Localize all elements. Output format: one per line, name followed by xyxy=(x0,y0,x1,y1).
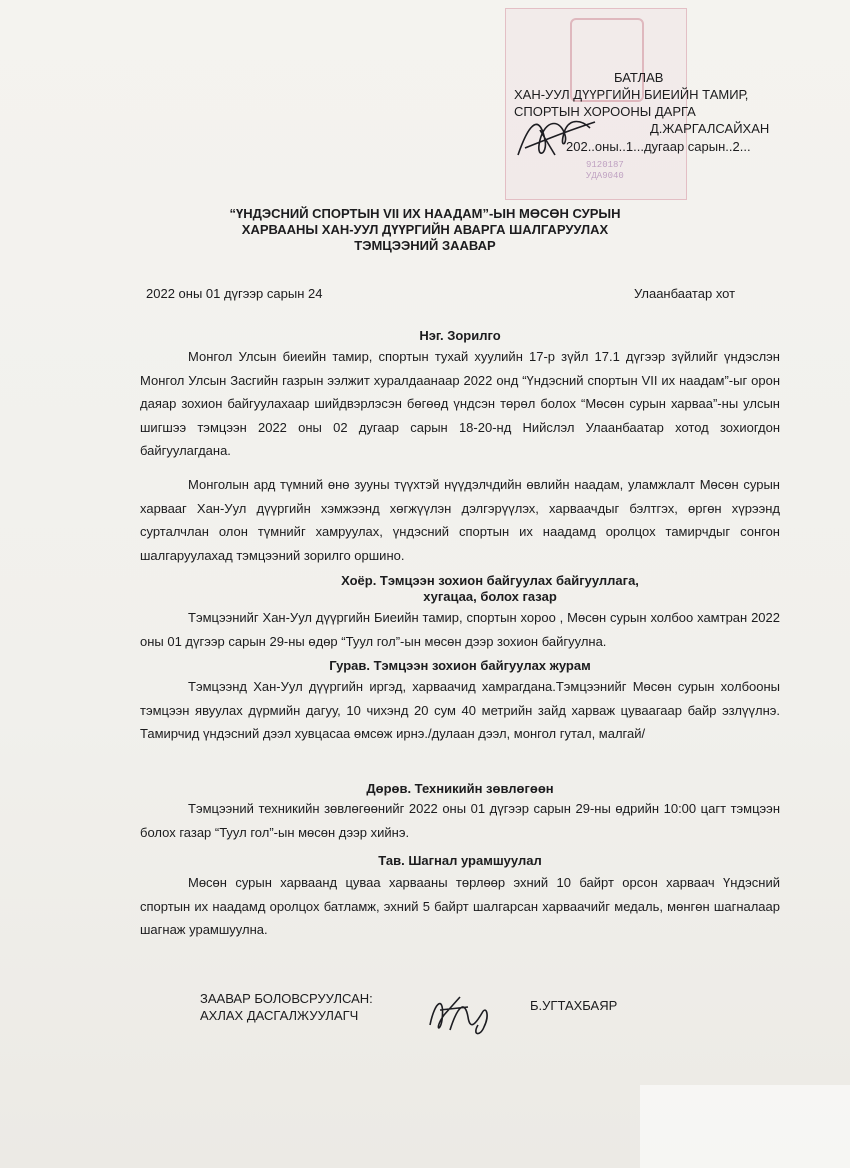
section-4-paragraph xyxy=(140,797,780,844)
section-1-paragraph-2-text: Монголын ард түмний өнө зууны түүхтэй нүүдэлчдийн өвлийн наадам, уламжлалт Мөсөн сурын харвааг Хан-Уул дүүргийн хэмжээнд хөгжүүлэн дэлгэрүүлэх, харваачдыг бэлтгэх, өргөн хүрээнд сурталчлан олон түмнийг хамруулах, үндэсний спортын их наадамд оролцох тамирчдыг сонгон шалгаруулахад тэмцээний зорилго оршино. xyxy=(140,477,780,563)
title-line2: ХАРВААНЫ ХАН-УУЛ ДҮҮРГИЙН АВАРГА ШАЛГАРУУЛАХ xyxy=(241,222,609,237)
section-3-title: Гурав. Тэмцээн зохион байгуулах журам xyxy=(329,658,591,673)
section-2-title-line1: Хоёр. Тэмцээн зохион байгуулах байгууллага, xyxy=(341,573,639,588)
approval-line2: СПОРТЫН ХОРООНЫ ДАРГА xyxy=(514,104,696,119)
title-line1: “ҮНДЭСНИЙ СПОРТЫН VII ИХ НААДАМ”-ЫН МӨСӨН СУРЫН xyxy=(229,206,621,221)
section-5-paragraph xyxy=(140,871,780,942)
document-place: Улаанбаатар хот xyxy=(634,286,736,301)
section-5-paragraph-text: Мөсөн сурын харваанд цуваа харвааны төрлөөр эхний 10 байрт орсон харваач Үндэсний спортын их наадамд оролцох батламж, эхний 5 байрт шалгарсан харваачийг медаль, мөнгөн шагналаар шагнаж урамшуулна. xyxy=(140,875,780,937)
trainer-signature xyxy=(420,985,500,1040)
stamp-number-1: 9120187 xyxy=(586,160,624,170)
signoff-line2: АХЛАХ ДАСГАЛЖУУЛАГЧ xyxy=(200,1008,359,1023)
section-2-paragraph xyxy=(140,606,780,653)
signoff-name: Б.УГТАХБАЯР xyxy=(530,998,618,1013)
document-title xyxy=(180,206,670,254)
section-3-paragraph xyxy=(140,675,780,746)
approval-date: 202..оны..1...дугаар сарын..2... xyxy=(566,139,751,154)
approval-label: БАТЛАВ xyxy=(614,70,664,85)
section-4-paragraph-text: Тэмцээний техникийн зөвлөгөөнийг 2022 оны 01 дүгээр сарын 29-ны өдрийн 10:00 цагт тэмцээн болох газар “Туул гол”-ын мөсөн дээр хийнэ. xyxy=(140,801,780,840)
section-1-paragraph-1-text: Монгол Улсын биеийн тамир, спортын тухай хуулийн 17-р зүйл 17.1 дүгээр зүйлийг үндэслэн Монгол Улсын Засгийн газрын ээлжит хуралдаанаар 2022 онд “Үндэсний спортын VII их наадам”-ыг орон даяар зохион байгуулахаар шийдвэрлэсэн бөгөөд үндсэн төрөл болох “Мөсөн сурын харваа”-ны улсын шигшээ тэмцээн 2022 оны 02 дугаар сарын 18-20-нд Нийслэл Улаанбаатар хотод зохиогдон байгуулагдана. xyxy=(140,349,780,458)
section-2-paragraph-text: Тэмцээнийг Хан-Уул дүүргийн Биеийн тамир, спортын хороо , Мөсөн сурын холбоо хамтран 2022 оны 01 дүгээр сарын 29-ны өдөр “Туул гол”-ын мөсөн дээр зохион байгуулна. xyxy=(140,610,780,649)
section-2-title-line2: хугацаа, болох газар xyxy=(423,589,557,604)
section-5-title: Тав. Шагнал урамшуулал xyxy=(378,853,542,868)
document-date: 2022 оны 01 дүгээр сарын 24 xyxy=(146,286,323,301)
section-1-title: Нэг. Зорилго xyxy=(419,328,501,343)
signoff-block xyxy=(200,990,373,1024)
scan-corner-artifact xyxy=(640,1085,850,1168)
section-3-paragraph-text: Тэмцээнд Хан-Уул дүүргийн иргэд, харваачид хамрагдана.Тэмцээнийг Мөсөн сурын холбооны тэмцээн явуулах дүрмийн дагуу, 10 чихэнд 20 сум 40 метрийн зайд харваж цуваагаар байр эзлүүлнэ. Тамирчид үндэсний дээл хувцасаа өмсөж ирнэ./дулаан дээл, монгол гутал, малгай/ xyxy=(140,679,780,741)
approval-line1: ХАН-УУЛ ДҮҮРГИЙН БИЕИЙН ТАМИР, xyxy=(514,87,749,102)
stamp-number-2: УДА9040 xyxy=(586,171,624,181)
approval-name: Д.ЖАРГАЛСАЙХАН xyxy=(650,121,770,136)
approver-signature xyxy=(510,100,600,170)
section-4-title: Дөрөв. Техникийн зөвлөгөөн xyxy=(366,781,554,796)
section-1-paragraph-1 xyxy=(140,345,780,463)
title-line3: ТЭМЦЭЭНИЙ ЗААВАР xyxy=(354,238,496,253)
section-1-paragraph-2 xyxy=(140,473,780,567)
signoff-line1: ЗААВАР БОЛОВСРУУЛСАН: xyxy=(200,991,373,1006)
